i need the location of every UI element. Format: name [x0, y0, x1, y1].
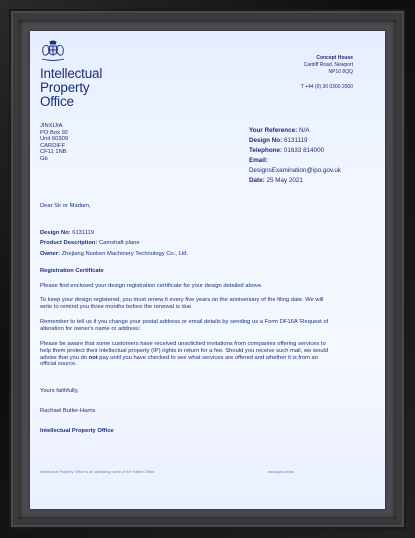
design-no-label: Design No: — [40, 230, 71, 236]
design-no-value: 6131119 — [283, 137, 308, 144]
recipient-line: CF11 1NB — [40, 149, 67, 156]
paragraph-line: Please find enclosed your design registration certificate for your design detailed above. — [40, 283, 263, 289]
telephone-label: Telephone: — [249, 147, 283, 154]
office-name: Concept House — [316, 55, 353, 61]
product-value: Camshaft plane — [98, 240, 140, 246]
text-run: advise that you do — [40, 354, 89, 361]
paragraph — [40, 283, 365, 290]
logo-line: Intellectual — [40, 66, 103, 81]
recipient-line: CARDIFF — [40, 142, 66, 149]
paragraph-line: To keep your design registered, you must renew it every five years on the anniversary of the filing date. We will — [40, 297, 324, 303]
recipient-line: PO Box 92 — [40, 129, 69, 136]
your-reference — [249, 126, 341, 136]
salutation: Dear Sir or Madam, — [40, 203, 91, 209]
date-value: 25 May 2021 — [266, 177, 303, 184]
telephone-ref — [249, 146, 341, 156]
footer-note: Intellectual Property Office is an operating name of the Patent Office — [40, 470, 155, 474]
footer-website: www.gov.uk/ipo — [268, 470, 295, 474]
office-telephone: T +44 (0) 30 0300 2000 — [300, 84, 353, 90]
paragraph — [40, 319, 365, 333]
paragraph-line: help them protect their intellectual property (IP) rights in return for a fee. Should you receive such mail, we would — [40, 347, 329, 354]
reference-block — [249, 126, 341, 186]
design-number-ref — [249, 136, 341, 146]
owner-value: Zhejiang Nuoken Machinery Technology Co., Ltd. — [61, 251, 189, 257]
office-logo-text — [40, 67, 102, 109]
text-run: pay until you have checked to see what services are offered and whether it is from an — [97, 354, 318, 361]
recipient-address — [40, 123, 68, 163]
email-label: Email: — [249, 157, 268, 164]
logo-line: Property — [40, 80, 90, 95]
design-no-value: 6131119 — [72, 230, 94, 236]
paragraph-line: official source. — [40, 361, 77, 368]
design-number-line — [40, 230, 94, 237]
product-label: Product Description: — [40, 240, 98, 246]
recipient-line: Gb — [40, 155, 48, 162]
paragraph — [40, 297, 365, 311]
letter-heading: Registration Certificate — [40, 268, 104, 274]
signatory-organisation: Intellectual Property Office — [40, 428, 114, 434]
paragraph-line: Remember to tell us if you change your postal address or email details by sending us a Form DF16A 'Request of — [40, 319, 329, 325]
email-value: DesignsExamination@ipo.gov.uk — [249, 167, 342, 174]
office-address — [304, 55, 353, 76]
design-no-label: Design No: — [249, 137, 283, 144]
paragraph-line: Please be aware that some customers have received unsolicited invitations from companies offering services to — [40, 341, 326, 347]
logo-line: Office — [40, 94, 74, 109]
product-line — [40, 240, 140, 247]
paragraph — [40, 341, 365, 368]
recipient-line: Unit 60309 — [40, 136, 69, 143]
date-label: Date: — [249, 177, 265, 184]
recipient-line: JINXIJIA — [40, 123, 63, 129]
signatory-name: Rachael Butler-Harris — [40, 408, 96, 414]
paragraph-line: alteration for owner's name or address'. — [40, 325, 142, 332]
royal-coat-of-arms-icon — [40, 40, 66, 64]
telephone-value: 01633 814000 — [283, 147, 325, 154]
owner-line — [40, 251, 188, 258]
your-reference-value: N/A — [298, 127, 310, 134]
paragraph-line — [40, 355, 365, 362]
letter-page — [30, 31, 385, 509]
date-ref — [249, 176, 341, 186]
office-postcode: NP10 8QQ — [328, 69, 353, 75]
paragraph-line: write to remind you three months before the renewal is due. — [40, 303, 193, 310]
your-reference-label: Your Reference: — [249, 127, 298, 134]
emphasis-text: not — [88, 354, 98, 361]
owner-label: Owner: — [40, 251, 60, 257]
closing: Yours faithfully, — [40, 388, 79, 394]
office-street: Cardiff Road, Newport — [303, 62, 353, 68]
